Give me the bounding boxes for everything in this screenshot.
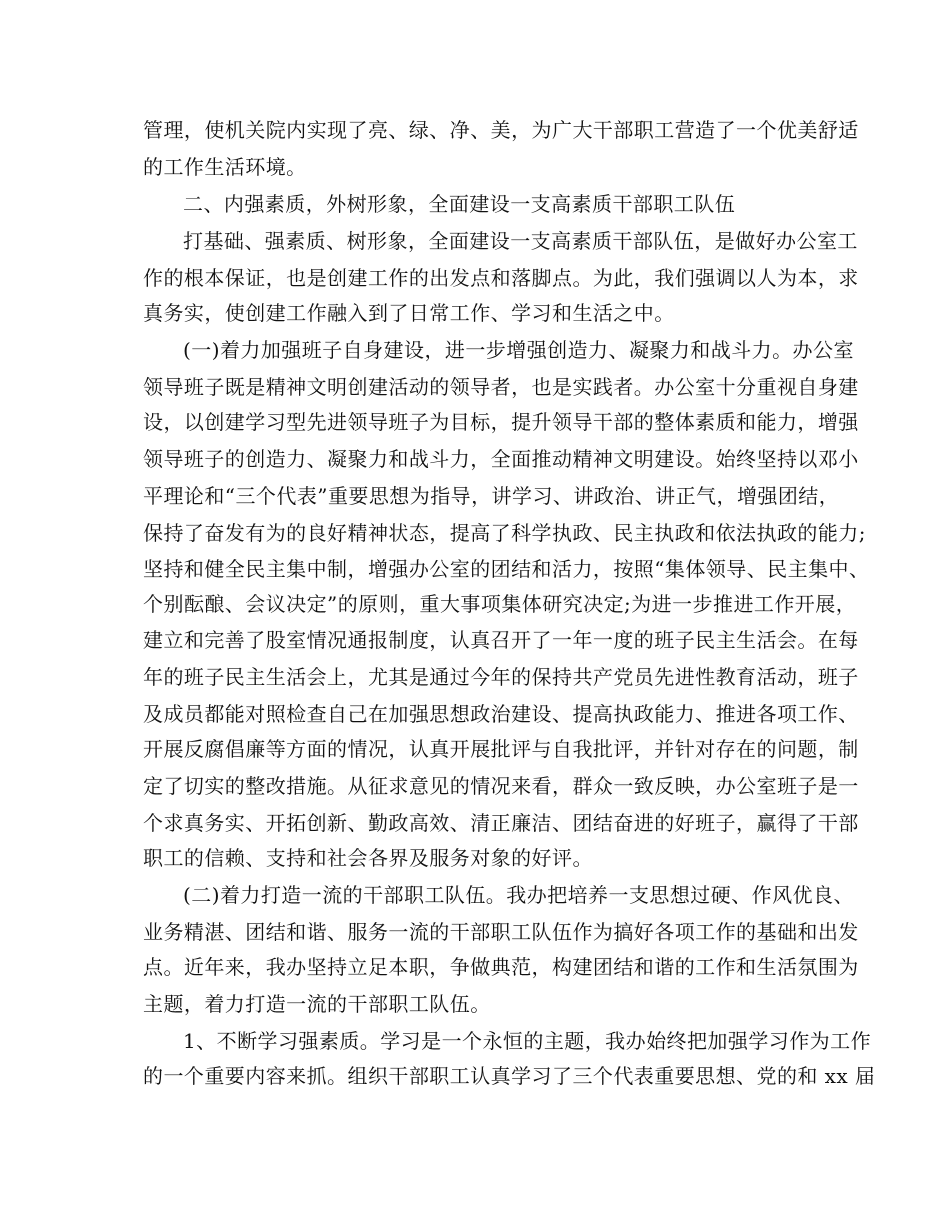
section-heading: 二、内强素质，外树形象，全面建设一支高素质干部职工队伍	[183, 192, 736, 216]
text-line: 保持了奋发有为的良好精神状态，提高了科学执政、民主执政和依法执政的能力;	[143, 521, 866, 545]
text-line: 设，以创建学习型先进领导班子为目标，提升领导干部的整体素质和能力，增强	[143, 410, 859, 434]
text-line: 坚持和健全民主集中制，增强办公室的团结和活力，按照“集体领导、民主集中、	[143, 557, 870, 581]
text-line: 1、不断学习强素质。学习是一个永恒的主题，我办始终把加强学习作为工作	[183, 1029, 872, 1053]
text-line: 个求真务实、开拓创新、勤政高效、清正廉洁、团结奋进的好班子，赢得了干部	[143, 811, 859, 835]
text-line: 领导班子的创造力、凝聚力和战斗力，全面推动精神文明建设。始终坚持以邓小	[143, 447, 859, 471]
text-line: 职工的信赖、支持和社会各界及服务对象的好评。	[143, 846, 593, 870]
text-line: 点。近年来，我办坚持立足本职，争做典范，构建团结和谐的工作和生活氛围为	[143, 955, 859, 979]
text-line: 个别酝酿、会议决定”的原则，重大事项集体研究决定;为进一步推进工作开展，	[143, 592, 857, 616]
text-line: 的工作生活环境。	[143, 155, 307, 179]
text-line: 打基础、强素质、树形象，全面建设一支高素质干部队伍，是做好办公室工	[183, 229, 858, 253]
text-line: 平理论和“三个代表”重要思想为指导，讲学习、讲政治、讲正气，增强团结，	[143, 484, 840, 508]
text-line: 主题，着力打造一流的干部职工队伍。	[143, 992, 491, 1016]
text-line: 年的班子民主生活会上，尤其是通过今年的保持共产党员先进性教育活动，班子	[143, 665, 859, 689]
text-line: (一)着力加强班子自身建设，进一步增强创造力、凝聚力和战斗力。办公室	[183, 338, 854, 362]
text-line: 建立和完善了股室情况通报制度，认真召开了一年一度的班子民主生活会。在每	[143, 628, 859, 652]
text-line: 及成员都能对照检查自己在加强思想政治建设、提高执政能力、推进各项工作、	[143, 702, 859, 726]
text-line: (二)着力打造一流的干部职工队伍。我办把培养一支思想过硬、作风优良、	[183, 883, 854, 907]
text-line: 作的根本保证，也是创建工作的出发点和落脚点。为此，我们强调以人为本，求	[143, 266, 859, 290]
text-line: 业务精湛、团结和谐、服务一流的干部职工队伍作为搞好各项工作的基础和出发	[143, 920, 859, 944]
text-line: 定了切实的整改措施。从征求意见的情况来看，群众一致反映，办公室班子是一	[143, 774, 859, 798]
text-line: 的一个重要内容来抓。组织干部职工认真学习了三个代表重要思想、党的和 xx 届	[143, 1064, 876, 1088]
text-line: 领导班子既是精神文明创建活动的领导者，也是实践者。办公室十分重视自身建	[143, 375, 859, 399]
text-line: 开展反腐倡廉等方面的情况，认真开展批评与自我批评，并针对存在的问题，制	[143, 737, 859, 761]
text-line: 真务实，使创建工作融入到了日常工作、学习和生活之中。	[143, 301, 675, 325]
text-line: 管理，使机关院内实现了亮、绿、净、美，为广大干部职工营造了一个优美舒适	[143, 118, 859, 142]
